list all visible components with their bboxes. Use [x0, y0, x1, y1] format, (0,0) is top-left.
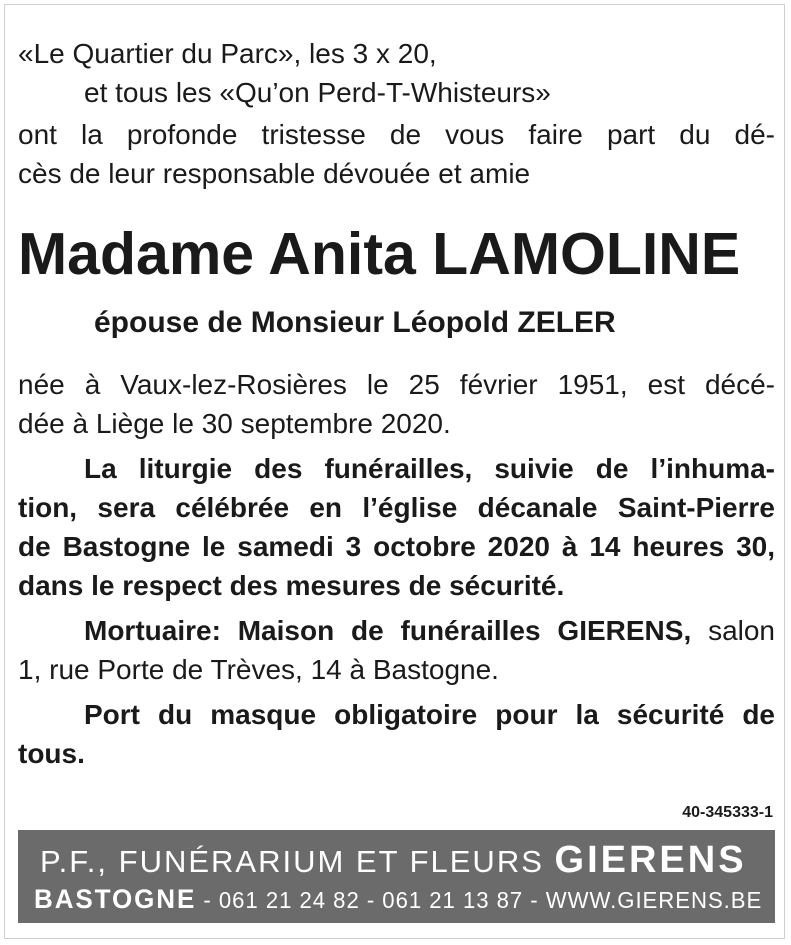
mask-paragraph	[18, 695, 775, 773]
death-notice	[18, 34, 775, 773]
banner-line-1	[40, 840, 747, 882]
intro-line-2: et tous les «Qu’on Perd-T-Whisteurs»	[84, 77, 551, 108]
funeral-line-1: La liturgie des funérailles, suivie de l’inhuma-	[84, 453, 775, 484]
announcement-line-1: ont la profonde tristesse de vous faire part du dé-	[18, 119, 775, 150]
funeral-line-4: dans le respect des mesures de sécurité.	[18, 570, 565, 601]
announcement-paragraph	[18, 115, 775, 193]
intro-paragraph	[18, 34, 775, 112]
mortuary-label: Mortuaire: Maison de funérailles GIERENS,	[84, 615, 692, 646]
announcement-line-2: cès de leur responsable dévouée et amie	[18, 158, 531, 189]
birth-paragraph	[18, 365, 775, 443]
mask-line-2: tous.	[18, 738, 85, 769]
banner-prefix: P.F., FUNÉRARIUM ET FLEURS	[40, 844, 544, 879]
banner-contact: - 061 21 24 82 - 061 21 13 87 - WWW.GIERENS.BE	[203, 887, 763, 913]
banner-city: BASTOGNE	[34, 884, 197, 914]
mask-line-1: Port du masque obligatoire pour la sécurité de	[84, 699, 775, 730]
funeral-home-banner	[18, 830, 775, 923]
intro-line-1: «Le Quartier du Parc», les 3 x 20,	[18, 38, 437, 69]
mortuary-paragraph	[18, 611, 775, 689]
deceased-name: Madame Anita LAMOLINE	[18, 221, 741, 287]
mortuary-line-1	[18, 611, 775, 650]
funeral-line-3: de Bastogne le samedi 3 octobre 2020 à 14 heures 30,	[18, 531, 775, 562]
banner-brand: GIERENS	[554, 839, 747, 881]
spouse-line: épouse de Monsieur Léopold ZELER	[94, 306, 616, 339]
mortuary-line-2: 1, rue Porte de Trèves, 14 à Bastogne.	[18, 654, 499, 685]
birth-line-1: née à Vaux-lez-Rosières le 25 février 1951, est décé-	[18, 369, 775, 400]
funeral-paragraph	[18, 449, 775, 605]
birth-line-2: dée à Liège le 30 septembre 2020.	[18, 408, 451, 439]
funeral-line-2: tion, sera célébrée en l’église décanale Saint-Pierre	[18, 492, 775, 523]
banner-line-2	[34, 882, 762, 917]
reference-number: 40-345333-1	[682, 804, 773, 821]
mortuary-salon: salon	[708, 615, 775, 646]
